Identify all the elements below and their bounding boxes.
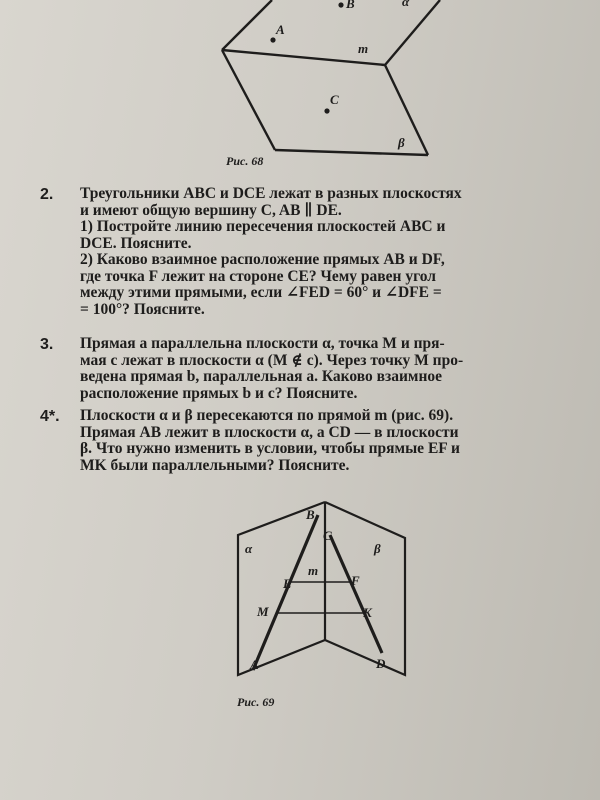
fig69-label-e: E: [283, 576, 292, 591]
problem-line: Прямая a параллельна плоскости α, точка M и пря-: [80, 335, 445, 352]
problem-number: 4*.: [40, 408, 60, 425]
problem-number: 3.: [40, 336, 54, 353]
fig69-label-c: C: [323, 528, 332, 543]
figure-68: [0, 0, 600, 180]
fig69-label-k: K: [363, 605, 372, 620]
problem-line: ведена прямая b, параллельная a. Каково взаимное: [80, 368, 443, 385]
problem-line: 2) Каково взаимное расположение прямых AB и DF,: [80, 251, 445, 268]
problem-line: расположение прямых b и c? Поясните.: [80, 384, 358, 402]
fig68-right-edge: [385, 65, 428, 155]
fig68-bottom-edge: [275, 150, 428, 155]
fig69-plane-beta: [325, 502, 405, 675]
fig68-label-b: B: [346, 0, 355, 11]
fig69-label-beta: β: [374, 541, 381, 556]
problem-number: 2.: [40, 186, 54, 203]
problem-line: DCE. Поясните.: [80, 234, 192, 252]
problem-text: [80, 408, 588, 474]
fig69-label-m: m: [308, 563, 319, 578]
fig68-point-c: [324, 108, 329, 113]
fig68-top-right-edge: [385, 0, 440, 65]
fig68-label-m: m: [358, 41, 369, 56]
problem-line: 1) Постройте линию пересечения плоскостей ABC и: [80, 218, 446, 235]
fig69-caption: Рис. 69: [237, 695, 275, 709]
problem-line: Треугольники ABC и DCE лежат в разных плоскостях: [80, 185, 462, 202]
problem-2: [40, 186, 588, 318]
fig68-left-edge: [222, 50, 275, 150]
fig68-label-alpha: α: [402, 0, 410, 9]
problem-line: где точка F лежит на стороне CE? Чему равен угол: [80, 267, 437, 285]
problem-line: и имеют общую вершину C, AB ∥ DE.: [80, 201, 342, 219]
fig68-point-a: [270, 37, 275, 42]
fig68-top-left-edge: [222, 0, 272, 50]
fig69-label-d: D: [376, 656, 386, 671]
problem-text: [80, 186, 588, 318]
fig68-point-b: [338, 2, 343, 7]
problem-line: Плоскости α и β пересекаются по прямой m (рис. 69).: [80, 407, 454, 424]
fig68-label-beta: β: [398, 135, 405, 150]
problem-3: [40, 336, 588, 402]
fig68-caption: Рис. 68: [226, 154, 264, 168]
fig69-label-alpha: α: [245, 541, 253, 556]
fig69-label-a: A: [250, 657, 259, 672]
fig68-label-a: A: [276, 22, 285, 37]
figure-69: [200, 490, 440, 720]
fig69-label-m-point: M: [257, 604, 269, 619]
problem-4: [40, 408, 588, 474]
problem-line: β. Что нужно изменить в условии, чтобы прямые EF и: [80, 440, 460, 457]
problem-line: = 100°? Поясните.: [80, 300, 205, 318]
problem-text: [80, 336, 588, 402]
problem-line: мая c лежат в плоскости α (M ∉ c). Через точку M про-: [80, 351, 464, 369]
fig69-label-b: B: [306, 507, 315, 522]
problem-line: между этими прямыми, если ∠FED = 60° и ∠DFE =: [80, 284, 442, 301]
fig69-label-f: F: [351, 573, 360, 588]
problem-line: Прямая AB лежит в плоскости α, а CD — в плоскости: [80, 423, 459, 441]
fig68-label-c: C: [330, 92, 339, 107]
problem-line: MK были параллельными? Поясните.: [80, 456, 350, 474]
